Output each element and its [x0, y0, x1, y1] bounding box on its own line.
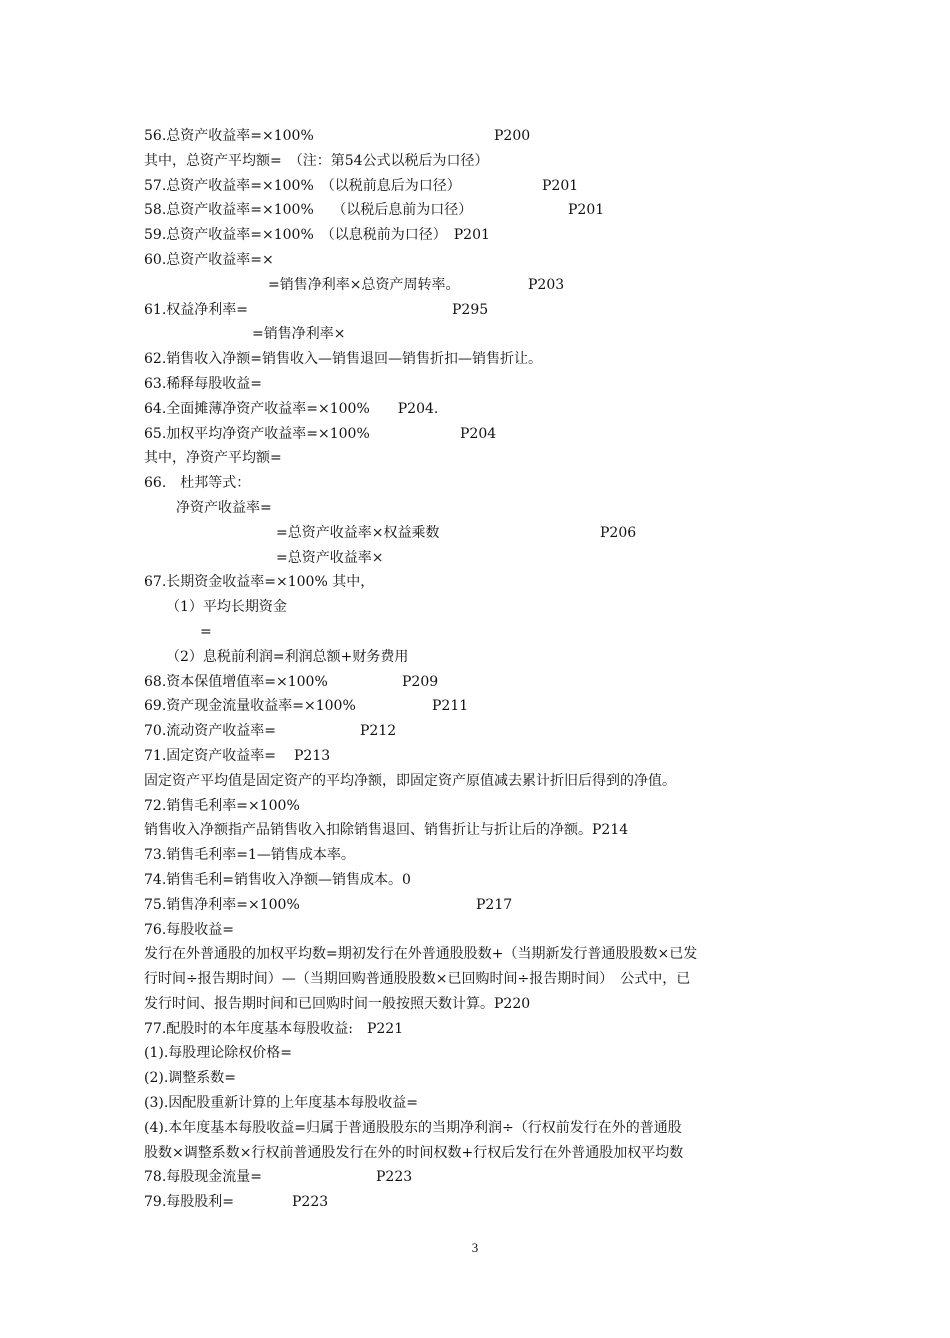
line-text: 61.权益净利率= [144, 301, 248, 318]
text-line [144, 124, 804, 149]
text-line [144, 570, 804, 595]
text-line [144, 446, 804, 471]
line-text: = [200, 623, 212, 640]
page-number: 3 [471, 1240, 479, 1255]
line-text: 60.总资产收益率=× [144, 251, 274, 268]
text-line [144, 322, 804, 347]
line-text: 68.资本保值增值率=×100% [144, 673, 328, 690]
line-text: (1).每股理论除权价格= [144, 1045, 293, 1062]
text-line [144, 198, 804, 223]
line-text: 56.总资产收益率=×100% [144, 128, 314, 144]
text-line [144, 1041, 804, 1066]
text-line [144, 620, 804, 645]
line-text: (4).本年度基本每股收益=归属于普通股股东的当期净利润÷（行权前发行在外的普通股 [144, 1119, 682, 1136]
page-reference: P206 [600, 524, 637, 541]
line-text: 67.长期资金收益率=×100% 其中， [144, 574, 375, 591]
line-text: (3).因配股重新计算的上年度基本每股收益= [144, 1095, 419, 1112]
line-text: 发行时间、报告期时间和已回购时间一般按照天数计算。P220 [144, 995, 531, 1012]
text-line [144, 546, 804, 571]
line-text: =总资产收益率×权益乘数 [276, 524, 440, 541]
text-line [144, 248, 804, 273]
text-line [144, 223, 804, 248]
text-line [144, 149, 804, 174]
line-text: 79.每股股利= [144, 1194, 234, 1211]
text-line [144, 893, 804, 918]
line-text: 73.销售毛利率=1—销售成本率。 [144, 847, 355, 864]
line-text: 74.销售毛利=销售收入净额—销售成本。0 [144, 871, 411, 888]
text-line [144, 1116, 804, 1141]
text-line [144, 719, 804, 744]
text-line [144, 794, 804, 819]
line-text: (2).调整系数= [144, 1070, 237, 1087]
line-text: 78.每股现金流量= [144, 1169, 262, 1186]
line-text: 71.固定资产收益率= [144, 747, 276, 764]
page-reference: P213 [294, 747, 331, 764]
page-reference: P217 [476, 896, 513, 913]
line-text: 其中，总资产平均额= （注：第54公式以税后为口径） [144, 152, 489, 169]
text-line [144, 1141, 804, 1166]
text-line [144, 471, 804, 496]
line-text: 65.加权平均净资产收益率=×100% [144, 425, 370, 442]
text-line [144, 1066, 804, 1091]
line-text: 70.流动资产收益率= [144, 723, 276, 740]
line-text: 销售收入净额指产品销售收入扣除销售退回、销售折让与折让后的净额。P214 [144, 822, 629, 839]
text-line [144, 174, 804, 199]
text-line [144, 694, 804, 719]
line-text: 固定资产平均值是固定资产的平均净额，即固定资产原值减去累计折旧后得到的净值。 [144, 772, 676, 789]
line-text: 59.总资产收益率=×100% （以息税前为口径） P201 [144, 227, 490, 244]
line-text: 股数×调整系数×行权前普通股发行在外的时间权数+行权后发行在外普通股加权平均数 [144, 1144, 684, 1161]
page-reference: P223 [292, 1194, 329, 1211]
text-line [144, 967, 804, 992]
page-reference: P203 [528, 276, 565, 293]
line-text: 58.总资产收益率=×100% （以税后息前为口径） [144, 202, 473, 219]
text-line [144, 521, 804, 546]
page-reference: P223 [376, 1169, 413, 1186]
page-reference: P212 [360, 723, 397, 740]
line-text: 66. 杜邦等式： [144, 475, 251, 492]
page-reference: P211 [432, 698, 469, 715]
line-text: =销售净利率× [252, 326, 346, 343]
text-line [144, 992, 804, 1017]
text-line [144, 818, 804, 843]
text-line [144, 422, 804, 447]
page-reference: P209 [402, 673, 439, 690]
text-line [144, 1091, 804, 1116]
text-line [144, 298, 804, 323]
text-line [144, 1190, 804, 1215]
line-text: =销售净利率×总资产周转率。 [268, 276, 460, 293]
line-text: =总资产收益率× [276, 549, 384, 566]
line-text: 净资产收益率= [176, 499, 272, 516]
line-text: 75.销售净利率=×100% [144, 896, 300, 913]
text-line [144, 769, 804, 794]
page-reference: P295 [452, 301, 489, 318]
line-text: （1）平均长期资金 [166, 599, 287, 616]
text-line [144, 273, 804, 298]
text-line [144, 744, 804, 769]
line-text: （2）息税前利润=利润总额+财务费用 [166, 648, 409, 665]
text-line [144, 397, 804, 422]
line-text: 63.稀释每股收益= [144, 375, 262, 392]
line-text: 发行在外普通股的加权平均数=期初发行在外普通股股数+（当期新发行普通股股数×已发 [144, 946, 698, 963]
line-text: 69.资产现金流量收益率=×100% [144, 698, 356, 715]
page-reference: P204 [460, 425, 497, 442]
line-text: 57.总资产收益率=×100% （以税前息后为口径） [144, 177, 461, 194]
text-line [144, 1165, 804, 1190]
text-line [144, 595, 804, 620]
text-line [144, 942, 804, 967]
line-text: 76.每股收益= [144, 921, 234, 938]
text-line [144, 645, 804, 670]
text-line [144, 918, 804, 943]
text-line [144, 347, 804, 372]
document-body [144, 124, 804, 1215]
line-text: 62.销售收入净额=销售收入—销售退回—销售折扣—销售折让。 [144, 351, 542, 368]
line-text: 72.销售毛利率=×100% [144, 797, 300, 814]
text-line [144, 372, 804, 397]
text-line [144, 496, 804, 521]
text-line [144, 1017, 804, 1042]
line-text: 行时间÷报告期时间）—（当期回购普通股股数×已回购时间÷报告期时间） 公式中，已 [144, 971, 691, 988]
page-reference: P200 [494, 128, 531, 144]
line-text: 64.全面摊薄净资产收益率=×100% P204. [144, 400, 439, 417]
line-text: 其中，净资产平均额= [144, 450, 282, 467]
line-text: 77.配股时的本年度基本每股收益: P221 [144, 1020, 404, 1037]
page-reference: P201 [568, 202, 605, 219]
page-reference: P201 [542, 177, 579, 194]
text-line [144, 670, 804, 695]
text-line [144, 868, 804, 893]
text-line [144, 843, 804, 868]
